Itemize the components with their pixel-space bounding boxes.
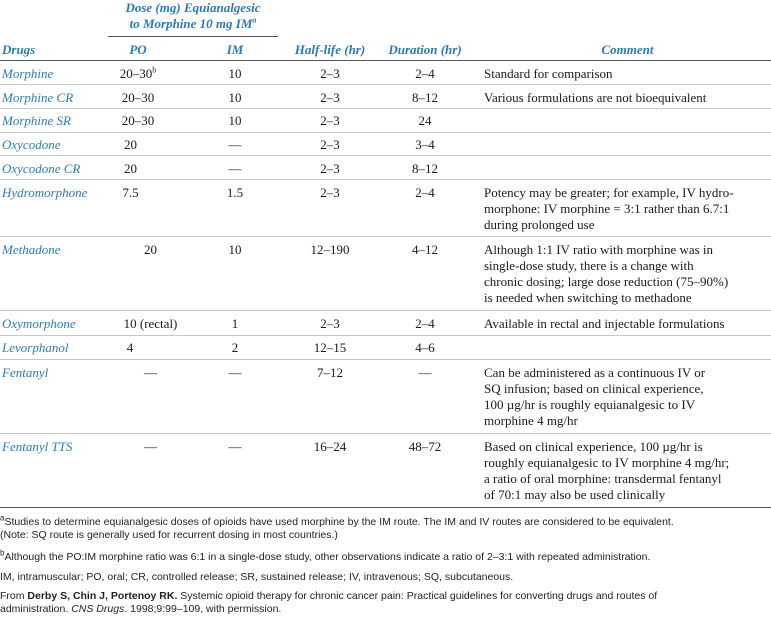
comment: Standard for comparison: [484, 66, 613, 81]
source-line2-b: . 1998;9:99–109, with permission.: [124, 603, 282, 615]
footnote-a-text: Studies to determine equianalgesic doses of opioids have used morphine by the IM route. The IM and IV routes are considered to be equivalent.: [4, 516, 674, 528]
drug-name: Fentanyl: [2, 365, 49, 380]
half-life: 2–3: [320, 316, 340, 331]
dose-group-header-line2-text: to Morphine 10 mg IM: [129, 16, 253, 31]
footnote-marker-b: b: [152, 65, 157, 75]
header-duration: Duration (hr): [388, 42, 462, 57]
half-life: 2–3: [320, 161, 340, 176]
abbreviations: IM, intramuscular; PO, oral; CR, controlled release; SR, sustained release; IV, intravenous; SQ, subcutaneous.: [0, 571, 514, 583]
half-life: 16–24: [313, 439, 347, 454]
drug-name: Levorphanol: [2, 340, 69, 355]
comment-line: Although 1:1 IV ratio with morphine was in: [484, 242, 714, 257]
dose-po: 20: [124, 137, 137, 152]
comment-line: Potency may be greater; for example, IV hydro-: [484, 185, 734, 200]
duration: 48–72: [408, 439, 442, 454]
comment-line: of 70:1 may also be used clinically: [484, 487, 666, 502]
footnote-a-line2: (Note: SQ route is generally used for recurrent dosing in most countries.): [0, 529, 338, 541]
half-life: 2–3: [320, 113, 340, 128]
source-title: Systemic opioid therapy for chronic cancer pain: Practical guidelines for converting drugs and routes of: [177, 590, 658, 602]
row-divider: [0, 433, 771, 434]
header-drugs: Drugs: [2, 42, 36, 57]
row-divider: [0, 179, 771, 180]
footnote-marker-a: a: [252, 15, 257, 25]
duration: 8–12: [412, 161, 438, 176]
footnote-b: [0, 548, 771, 564]
dose-po: 7.5: [122, 185, 139, 200]
row-divider: [0, 108, 771, 109]
dose-im: 10: [228, 242, 242, 257]
footnote-b-marker: b: [0, 548, 5, 558]
half-life: 2–3: [320, 185, 340, 200]
drug-name: Hydromorphone: [2, 185, 88, 200]
duration: 8–12: [412, 90, 438, 105]
comment-line: is needed when switching to methadone: [484, 290, 692, 305]
dose-im: 1.5: [226, 185, 244, 200]
source-line2: [0, 603, 771, 616]
comment: Available in rectal and injectable formulations: [484, 316, 725, 331]
comment-line: morphine 4 mg/hr: [484, 413, 578, 428]
half-life: 12–190: [310, 242, 350, 257]
row-divider: [0, 310, 771, 311]
row-divider: [0, 335, 771, 336]
dose-im: 10: [228, 113, 242, 128]
footnote-a-line1: [0, 513, 771, 529]
dose-im: 2: [231, 340, 239, 355]
dose-po: —: [144, 365, 157, 380]
dose-po: 4: [126, 340, 134, 355]
dose-po: 20–30: [121, 90, 155, 105]
comment-line: Can be administered as a continuous IV or: [484, 365, 706, 380]
comment-line: SQ infusion; based on clinical experience,: [484, 381, 704, 396]
dose-po-value: 20–30: [119, 66, 153, 81]
duration: 2–4: [415, 66, 435, 81]
dose-group-header: [108, 0, 278, 32]
drug-name: Morphine: [2, 66, 54, 81]
footnote-a-marker: a: [0, 513, 5, 523]
half-life: 12–15: [313, 340, 347, 355]
row-divider: [0, 236, 771, 237]
dose-im: —: [228, 161, 242, 176]
drug-name: Methadone: [2, 242, 61, 257]
drug-name: Fentanyl TTS: [2, 439, 73, 454]
dose-po: 20: [144, 242, 157, 257]
dose-po: 20–30: [121, 113, 155, 128]
dose-group-header-line2: [108, 16, 278, 32]
half-life: 2–3: [320, 90, 340, 105]
source-line2-a: administration.: [0, 603, 72, 615]
source-line1: [0, 590, 771, 603]
half-life: 2–3: [320, 66, 340, 81]
drug-name: Oxymorphone: [2, 316, 76, 331]
dose-po: 20: [124, 161, 137, 176]
drug-name: Morphine CR: [2, 90, 74, 105]
header-divider: [0, 60, 771, 61]
duration: 2–4: [415, 185, 435, 200]
comment-line: Based on clinical experience, 100 µg/hr is: [484, 439, 703, 454]
comment-line: 100 µg/hr is roughly equianalgesic to IV: [484, 397, 696, 412]
comment-line: single-dose study, there is a change with: [484, 258, 694, 273]
duration: 4–12: [412, 242, 438, 257]
row-divider: [0, 84, 771, 85]
half-life: 7–12: [317, 365, 343, 380]
source-prefix: From: [0, 590, 28, 602]
dose-po: —: [144, 439, 157, 454]
source-authors: Derby S, Chin J, Portenoy RK.: [27, 590, 178, 602]
drug-name: Oxycodone CR: [2, 161, 81, 176]
dose-im: —: [228, 137, 242, 152]
comment-line: chronic dosing; large dose reduction (75–90%): [484, 274, 729, 289]
dose-po: 10 (rectal): [123, 316, 178, 331]
comment-line: during prolonged use: [484, 217, 595, 232]
comment-line: morphone: IV morphine = 3:1 rather than 6.7:1: [484, 201, 730, 216]
comment-line: roughly equianalgesic to IV morphine 4 mg/hr;: [484, 455, 730, 470]
dose-im: 1: [231, 316, 239, 331]
header-half-life: Half-life (hr): [294, 42, 366, 57]
source-journal: CNS Drugs: [71, 603, 125, 615]
comment: Various formulations are not bioequivalent: [484, 90, 707, 105]
dose-group-underline: [108, 36, 278, 37]
row-divider: [0, 359, 771, 360]
comment-line: a ratio of oral morphine: transdermal fentanyl: [484, 471, 722, 486]
footnote-b-text: Although the PO:IM morphine ratio was 6:1 in a single-dose study, other observations indicate a ratio of 2–3:1 with repeated administration.: [4, 551, 651, 563]
header-im: IM: [226, 42, 244, 57]
row-divider: [0, 132, 771, 133]
header-comment: Comment: [601, 42, 654, 57]
drug-name: Morphine SR: [2, 113, 71, 128]
dose-im: —: [228, 365, 242, 380]
duration: 4–6: [415, 340, 435, 355]
table-bottom-rule: [0, 507, 771, 508]
duration: 2–4: [415, 316, 435, 331]
dose-group-header-line1: Dose (mg) Equianalgesic: [125, 0, 261, 15]
half-life: 2–3: [320, 137, 340, 152]
row-divider: [0, 155, 771, 156]
duration: 3–4: [415, 137, 435, 152]
duration: —: [418, 365, 432, 380]
dose-im: —: [228, 439, 242, 454]
header-po: PO: [129, 42, 147, 57]
duration: 24: [418, 113, 432, 128]
dose-im: 10: [228, 90, 242, 105]
dose-im: 10: [228, 66, 242, 81]
drug-name: Oxycodone: [2, 137, 61, 152]
dose-po: [103, 66, 173, 82]
